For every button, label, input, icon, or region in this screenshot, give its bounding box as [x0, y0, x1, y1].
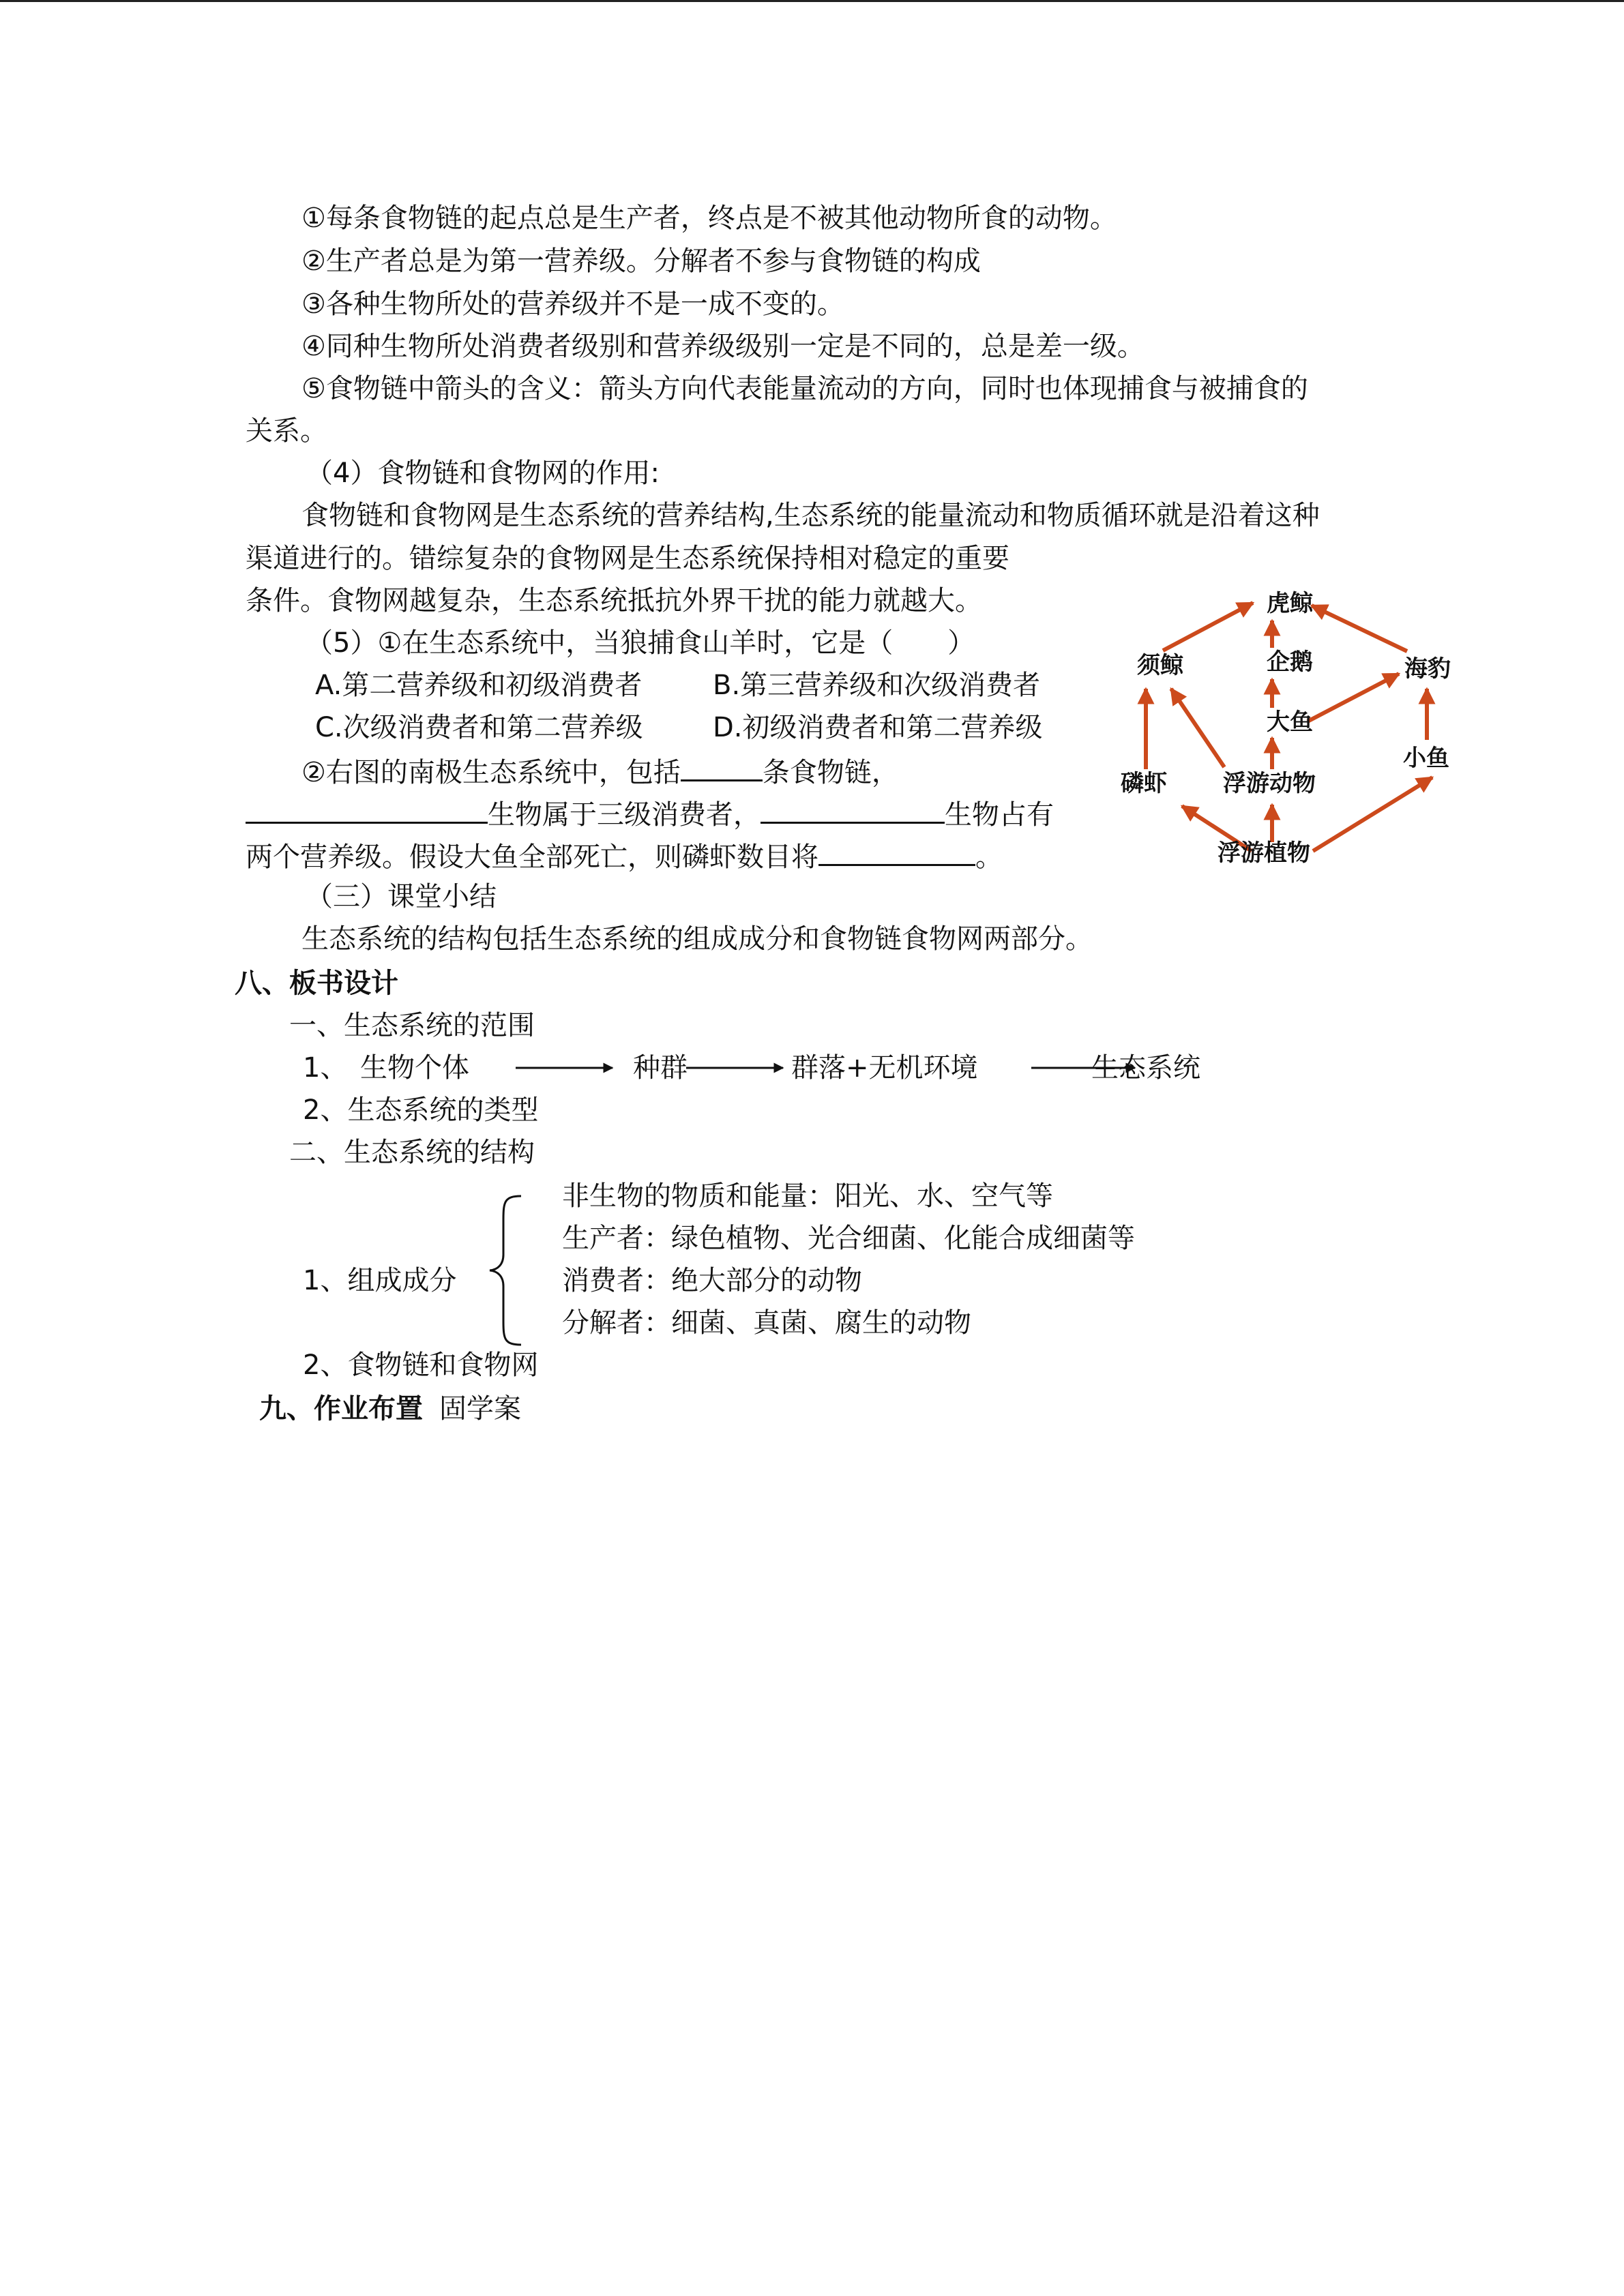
- option-c: C.次级消费者和第二营养级: [315, 712, 643, 743]
- role-heading: （4）食物链和食物网的作用:: [306, 458, 660, 489]
- question-2-text-d: 生物占有: [945, 799, 1054, 831]
- note-1: ①每条食物链的起点总是生产者，终点是不被其他动物所食的动物。: [301, 203, 1117, 234]
- homework-line: [259, 1388, 521, 1429]
- board-ecosystem-types: 2、生态系统的类型: [303, 1094, 539, 1126]
- question-1: （5）①在生态系统中，当狼捕食山羊时，它是（ ）: [306, 627, 975, 659]
- role-paragraph-line-3: 条件。食物网越复杂，生态系统抵抗外界干扰的能力就越大。: [246, 585, 982, 616]
- scope-step-population: 种群: [633, 1052, 688, 1084]
- food-web-arrow-zoo-baleen: [1171, 689, 1224, 767]
- answer-blank-tertiary-consumer[interactable]: [246, 792, 488, 824]
- board-scope-heading: 一、生态系统的范围: [289, 1010, 535, 1041]
- summary-text: 生态系统的结构包括生态系统的组成成分和食物链食物网两部分。: [301, 923, 1093, 955]
- question-2-text-a: ②右图的南极生态系统中，包括: [301, 757, 681, 788]
- note-5-cont: 关系。: [246, 415, 327, 447]
- node-phytoplankton: 浮游植物: [1217, 839, 1310, 867]
- scope-step-ecosystem: 生态系统: [1091, 1052, 1200, 1084]
- board-components-label: 1、组成成分: [303, 1265, 457, 1296]
- food-web-arrow-baleen-tiger: [1163, 603, 1253, 651]
- component-abiotic: 非生物的物质和能量：阳光、水、空气等: [562, 1180, 1053, 1212]
- summary-heading: （三）课堂小结: [306, 881, 497, 912]
- role-paragraph-line-2: 渠道进行的。错综复杂的食物网是生态系统保持相对稳定的重要: [246, 543, 1009, 574]
- food-web-arrow-phyto-smallfish: [1313, 777, 1432, 851]
- option-a: A.第二营养级和初级消费者: [315, 670, 643, 701]
- curly-brace: [486, 1192, 524, 1349]
- board-food-chain-web: 2、食物链和食物网: [303, 1350, 539, 1381]
- option-b: B.第三营养级和次级消费者: [713, 670, 1041, 701]
- food-web-arrow-seal-tiger: [1312, 606, 1407, 651]
- food-web-arrow-bigfish-seal: [1308, 674, 1399, 721]
- board-design-title: 八、板书设计: [235, 968, 398, 999]
- note-5: ⑤食物链中箭头的含义：箭头方向代表能量流动的方向，同时也体现捕食与被捕食的: [301, 373, 1308, 404]
- node-zooplankton: 浮游动物: [1223, 770, 1316, 797]
- node-seal: 海豹: [1404, 655, 1451, 683]
- node-big-fish: 大鱼: [1267, 709, 1313, 736]
- question-2-text-e: 两个营养级。假设大鱼全部死亡，则磷虾数目将: [246, 841, 818, 873]
- scope-step-individual: 生物个体: [360, 1052, 469, 1084]
- note-3: ③各种生物所处的营养级并不是一成不变的。: [301, 288, 844, 320]
- question-2-text-c: 生物属于三级消费者，: [488, 799, 761, 831]
- board-scope-item-number: 1、: [303, 1052, 348, 1084]
- node-penguin: 企鹅: [1267, 648, 1313, 676]
- component-producer: 生产者：绿色植物、光合细菌、化能合成细菌等: [562, 1223, 1135, 1254]
- node-baleen-whale: 须鲸: [1137, 652, 1183, 679]
- question-2-line-2: [246, 792, 1054, 833]
- option-d: D.初级消费者和第二营养级: [713, 712, 1043, 743]
- question-2-line-3: [246, 834, 1003, 875]
- question-2-text-b: 条食物链，: [762, 757, 899, 788]
- answer-blank-chain-count[interactable]: [681, 749, 763, 781]
- homework-text: 固学案: [439, 1393, 521, 1425]
- node-krill: 磷虾: [1121, 770, 1167, 797]
- node-tiger-whale: 虎鲸: [1267, 590, 1313, 617]
- role-paragraph-line-1: 食物链和食物网是生态系统的营养结构,生态系统的能量流动和物质循环就是沿着这种: [301, 500, 1320, 531]
- question-2-line-1: [301, 749, 899, 790]
- answer-blank-krill-change[interactable]: [818, 834, 975, 866]
- component-decomposer: 分解者：细菌、真菌、腐生的动物: [562, 1307, 971, 1339]
- node-small-fish: 小鱼: [1403, 745, 1449, 772]
- scope-step-community-environment: 群落+无机环境: [791, 1052, 978, 1084]
- top-border: [0, 0, 1624, 2]
- component-consumer: 消费者：绝大部分的动物: [562, 1265, 862, 1296]
- homework-title: 九、作业布置: [259, 1393, 423, 1425]
- antarctic-food-web-diagram: [1108, 580, 1477, 886]
- note-4: ④同种生物所处消费者级别和营养级级别一定是不同的，总是差一级。: [301, 331, 1145, 362]
- note-2: ②生产者总是为第一营养级。分解者不参与食物链的构成: [301, 245, 981, 277]
- answer-blank-two-levels[interactable]: [761, 792, 945, 824]
- question-2-text-f: 。: [975, 841, 1003, 873]
- board-structure-heading: 二、生态系统的结构: [289, 1137, 535, 1168]
